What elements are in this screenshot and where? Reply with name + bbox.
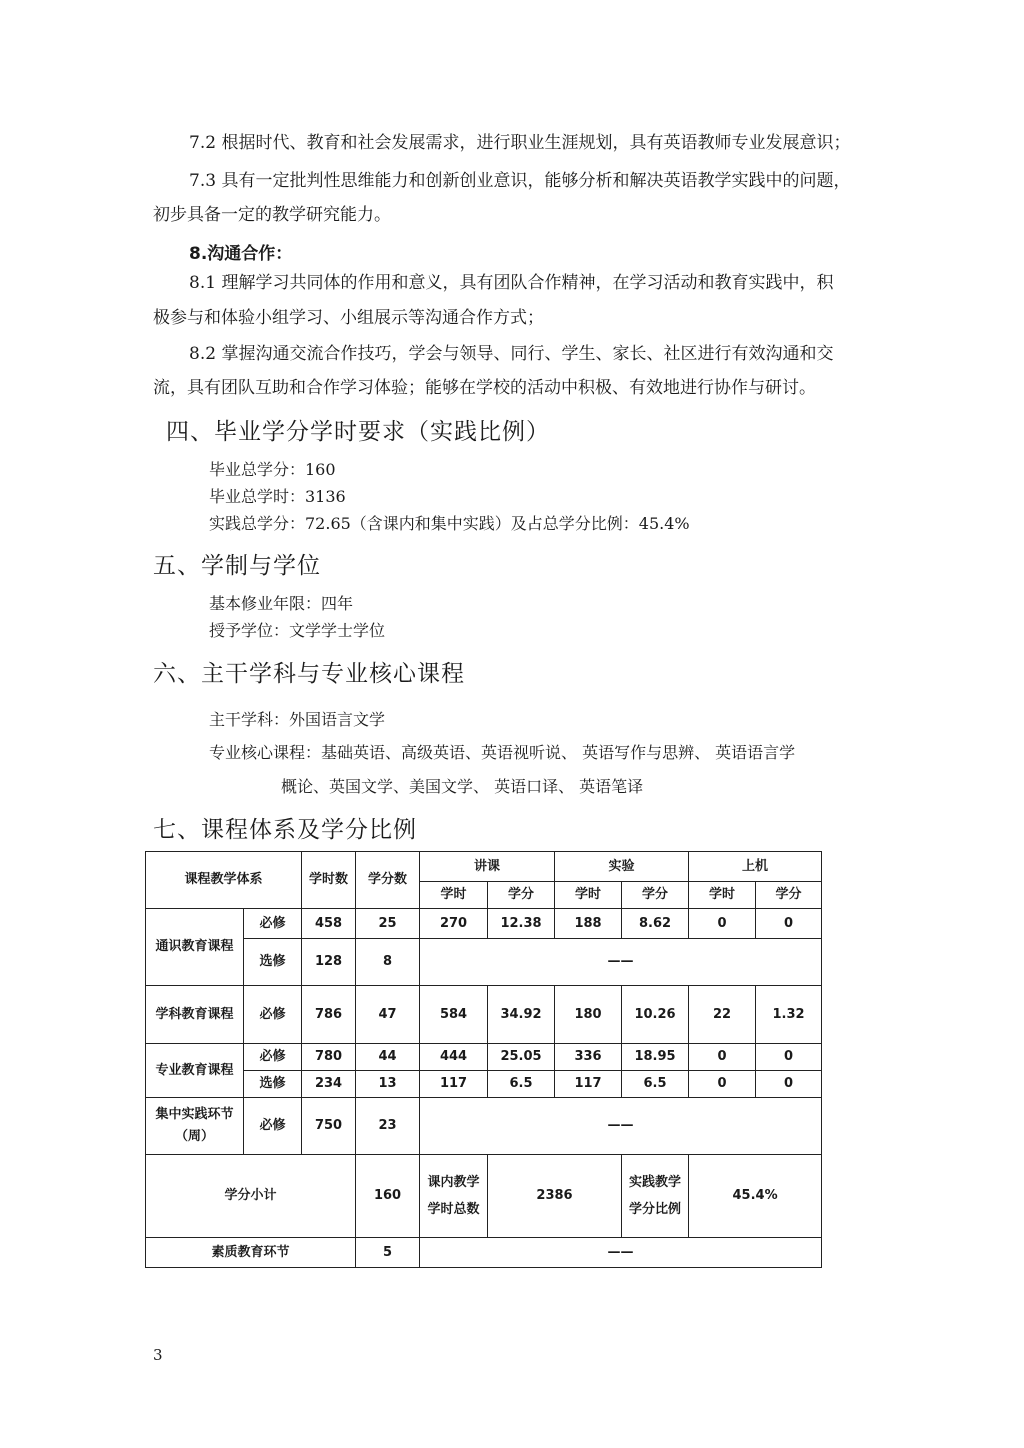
credits-cell: 44 bbox=[356, 1044, 420, 1071]
paragraph-8-2-line2: 流，具有团队互助和合作学习体验；能够在学校的活动中积极、有效地进行协作与研讨。 bbox=[153, 378, 816, 398]
table-row bbox=[146, 1155, 822, 1238]
lecture-credits-cell: 34.92 bbox=[488, 986, 555, 1044]
heading-communication: 8.沟通合作： bbox=[189, 244, 293, 264]
computer-hours-cell: 0 bbox=[689, 909, 756, 939]
header-hours: 学时数 bbox=[302, 852, 356, 909]
experiment-credits-cell: 8.62 bbox=[622, 909, 689, 939]
computer-credits-cell: 0 bbox=[756, 1071, 822, 1098]
degree-awarded: 授予学位：文学学士学位 bbox=[209, 621, 386, 640]
header-computer-credits: 学分 bbox=[756, 882, 822, 909]
header-credits: 学分数 bbox=[356, 852, 420, 909]
lecture-hours-cell: 444 bbox=[420, 1044, 488, 1071]
course-type: 必修 bbox=[244, 1098, 302, 1155]
subtotal-credits: 160 bbox=[356, 1155, 420, 1238]
header-lecture-credits: 学分 bbox=[488, 882, 555, 909]
paragraph-7-2: 7.2 根据时代、教育和社会发展需求，进行职业生涯规划，具有英语教师专业发展意识； bbox=[189, 133, 851, 153]
paragraph-8-1-line2: 极参与和体验小组学习、小组展示等沟通合作方式； bbox=[153, 308, 544, 328]
credits-cell: 13 bbox=[356, 1071, 420, 1098]
total-hours: 毕业总学时：3136 bbox=[209, 487, 346, 506]
computer-hours-cell: 22 bbox=[689, 986, 756, 1044]
header-lecture-hours: 学时 bbox=[420, 882, 488, 909]
credits-cell: 23 bbox=[356, 1098, 420, 1155]
hours-cell: 128 bbox=[302, 939, 356, 986]
course-type: 必修 bbox=[244, 986, 302, 1044]
experiment-hours-cell: 180 bbox=[555, 986, 622, 1044]
practice-credits: 实践总学分：72.65（含课内和集中实践）及占总学分比例：45.4% bbox=[209, 514, 690, 533]
lecture-hours-cell: 270 bbox=[420, 909, 488, 939]
header-system: 课程教学体系 bbox=[146, 852, 302, 909]
practice-ratio-label: 实践教学学分比例 bbox=[622, 1155, 689, 1238]
credits-cell: 25 bbox=[356, 909, 420, 939]
computer-hours-cell: 0 bbox=[689, 1044, 756, 1071]
paragraph-8-1-line1: 8.1 理解学习共同体的作用和意义，具有团队合作精神，在学习活动和教育实践中，积 bbox=[189, 273, 834, 293]
paragraph-7-3-line1: 7.3 具有一定批判性思维能力和创新创业意识，能够分析和解决英语教学实践中的问题， bbox=[189, 171, 851, 191]
table-row bbox=[146, 1071, 822, 1098]
credits-cell: 8 bbox=[356, 939, 420, 986]
inclass-hours-label: 课内教学学时总数 bbox=[420, 1155, 488, 1238]
table-row bbox=[146, 939, 822, 986]
section-6-title: 六、主干学科与专业核心课程 bbox=[153, 661, 465, 687]
hours-cell: 234 bbox=[302, 1071, 356, 1098]
hours-cell: 750 bbox=[302, 1098, 356, 1155]
section-4-title: 四、毕业学分学时要求（实践比例） bbox=[166, 419, 550, 445]
core-courses-line1: 专业核心课程：基础英语、高级英语、英语视听说、 英语写作与思辨、 英语语言学 bbox=[209, 743, 796, 762]
computer-credits-cell: 0 bbox=[756, 1044, 822, 1071]
table-row bbox=[146, 1098, 822, 1155]
practice-label: 集中实践环节（周） bbox=[146, 1098, 244, 1155]
dash-cell: —— bbox=[420, 939, 822, 986]
table-row bbox=[146, 909, 822, 939]
course-type: 选修 bbox=[244, 1071, 302, 1098]
header-experiment-hours: 学时 bbox=[555, 882, 622, 909]
lecture-hours-cell: 117 bbox=[420, 1071, 488, 1098]
course-system-table bbox=[145, 851, 822, 1268]
subtotal-label: 学分小计 bbox=[146, 1155, 356, 1238]
section-7-title: 七、课程体系及学分比例 bbox=[153, 817, 417, 843]
inclass-hours-value: 2386 bbox=[488, 1155, 622, 1238]
header-lecture: 讲课 bbox=[420, 852, 555, 882]
course-type: 选修 bbox=[244, 939, 302, 986]
experiment-credits-cell: 6.5 bbox=[622, 1071, 689, 1098]
paragraph-7-3-line2: 初步具备一定的教学研究能力。 bbox=[153, 205, 391, 225]
lecture-credits-cell: 25.05 bbox=[488, 1044, 555, 1071]
study-years: 基本修业年限：四年 bbox=[209, 594, 354, 613]
lecture-credits-cell: 6.5 bbox=[488, 1071, 555, 1098]
section-5-title: 五、学制与学位 bbox=[153, 553, 321, 579]
lecture-credits-cell: 12.38 bbox=[488, 909, 555, 939]
subject-education-label: 学科教育课程 bbox=[146, 986, 244, 1044]
practice-ratio-value: 45.4% bbox=[689, 1155, 822, 1238]
general-education-label: 通识教育课程 bbox=[146, 909, 244, 986]
major-education-label: 专业教育课程 bbox=[146, 1044, 244, 1098]
header-computer-hours: 学时 bbox=[689, 882, 756, 909]
lecture-hours-cell: 584 bbox=[420, 986, 488, 1044]
dash-cell: —— bbox=[420, 1098, 822, 1155]
paragraph-8-2-line1: 8.2 掌握沟通交流合作技巧，学会与领导、同行、学生、家长、社区进行有效沟通和交 bbox=[189, 344, 834, 364]
experiment-hours-cell: 117 bbox=[555, 1071, 622, 1098]
experiment-hours-cell: 188 bbox=[555, 909, 622, 939]
core-courses-line2: 概论、英国文学、美国文学、 英语口译、 英语笔译 bbox=[281, 777, 644, 796]
experiment-credits-cell: 10.26 bbox=[622, 986, 689, 1044]
computer-hours-cell: 0 bbox=[689, 1071, 756, 1098]
table-row bbox=[146, 1044, 822, 1071]
hours-cell: 786 bbox=[302, 986, 356, 1044]
table-row bbox=[146, 986, 822, 1044]
main-discipline: 主干学科：外国语言文学 bbox=[209, 710, 386, 729]
table-row bbox=[146, 1238, 822, 1268]
hours-cell: 780 bbox=[302, 1044, 356, 1071]
experiment-credits-cell: 18.95 bbox=[622, 1044, 689, 1071]
course-type: 必修 bbox=[244, 1044, 302, 1071]
experiment-hours-cell: 336 bbox=[555, 1044, 622, 1071]
dash-cell: —— bbox=[420, 1238, 822, 1268]
computer-credits-cell: 0 bbox=[756, 909, 822, 939]
credits-cell: 47 bbox=[356, 986, 420, 1044]
page-number: 3 bbox=[153, 1346, 163, 1364]
quality-credits: 5 bbox=[356, 1238, 420, 1268]
computer-credits-cell: 1.32 bbox=[756, 986, 822, 1044]
header-computer: 上机 bbox=[689, 852, 822, 882]
hours-cell: 458 bbox=[302, 909, 356, 939]
total-credits: 毕业总学分：160 bbox=[209, 460, 336, 479]
course-type: 必修 bbox=[244, 909, 302, 939]
quality-education-label: 素质教育环节 bbox=[146, 1238, 356, 1268]
header-experiment-credits: 学分 bbox=[622, 882, 689, 909]
header-experiment: 实验 bbox=[555, 852, 689, 882]
